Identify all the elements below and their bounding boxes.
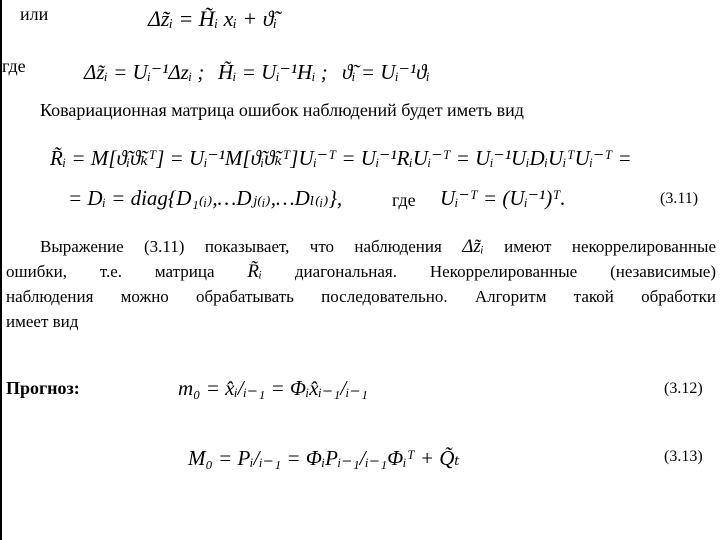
formula-covariance-line1: R̃ᵢ = M[ϑ̃ᵢϑ̃ₖᵀ] = Uᵢ⁻¹M[ϑ̃ᵢϑ̃ₖᵀ]Uᵢ⁻ᵀ = Uᵢ⁻¹RᵢUᵢ⁻ᵀ = Uᵢ⁻¹UᵢDᵢUᵢᵀUᵢ⁻ᵀ = bbox=[50, 146, 632, 170]
explanation-paragraph bbox=[6, 234, 716, 334]
symbol-dz-tilde: Δz̃ᵢ bbox=[462, 236, 484, 257]
equation-number-3-12: (3.12) bbox=[664, 380, 703, 397]
formula-def-theta: ϑ̃ᵢ = Uᵢ⁻¹ϑᵢ bbox=[342, 60, 430, 84]
equation-number-3-11: (3.11) bbox=[660, 190, 699, 207]
word-ili: или bbox=[20, 4, 49, 24]
paragraph-line-3: наблюдения можно обрабатывать последовательно. Алгоритм такой обработки bbox=[6, 287, 716, 306]
formula-M0: M₀ = Pᵢ/ᵢ₋₁ = ΦᵢPᵢ₋₁/ᵢ₋₁Φᵢᵀ + Q̃ₜ bbox=[188, 446, 460, 470]
symbol-r-tilde: R̃ᵢ bbox=[247, 261, 263, 282]
formula-prognoz: m₀ = x̂ᵢ/ᵢ₋₁ = Φᵢx̂ᵢ₋₁/ᵢ₋₁ bbox=[178, 376, 368, 400]
label-prognoz: Прогноз: bbox=[6, 378, 80, 398]
formula-def-dz: Δz̃ᵢ = Uᵢ⁻¹Δzᵢ ; bbox=[84, 60, 205, 84]
equation-number-3-13: (3.13) bbox=[664, 448, 703, 465]
formula-main-model: Δz̃ᵢ = H̃ᵢ xᵢ + ϑ̃ᵢ bbox=[148, 6, 278, 31]
cov-intro-text: Ковариационная матрица ошибок наблюдений будет иметь вид bbox=[40, 100, 524, 120]
formula-def-h: H̃ᵢ = Uᵢ⁻¹Hᵢ ; bbox=[218, 60, 328, 84]
formula-covariance-line2: = Dᵢ = diag{D₁₍ᵢ₎,…Dⱼ₍ᵢ₎,…Dₗ₍ᵢ₎}, bbox=[68, 186, 343, 210]
left-margin-rule bbox=[0, 0, 2, 540]
paragraph-line-1: Выражение (3.11) показывает, что наблюдения Δz̃ᵢ имеют некоррелированные bbox=[40, 236, 717, 257]
word-gde: где bbox=[2, 56, 26, 76]
word-gde-2: где bbox=[392, 190, 416, 210]
paragraph-line-2: ошибки, т.е. матрица R̃ᵢ диагональная. Некоррелированные (независимые) bbox=[6, 261, 717, 282]
paragraph-line-4: имеет вид bbox=[6, 312, 79, 331]
formula-u-inverse-transpose: Uᵢ⁻ᵀ = (Uᵢ⁻¹)ᵀ. bbox=[440, 186, 566, 210]
